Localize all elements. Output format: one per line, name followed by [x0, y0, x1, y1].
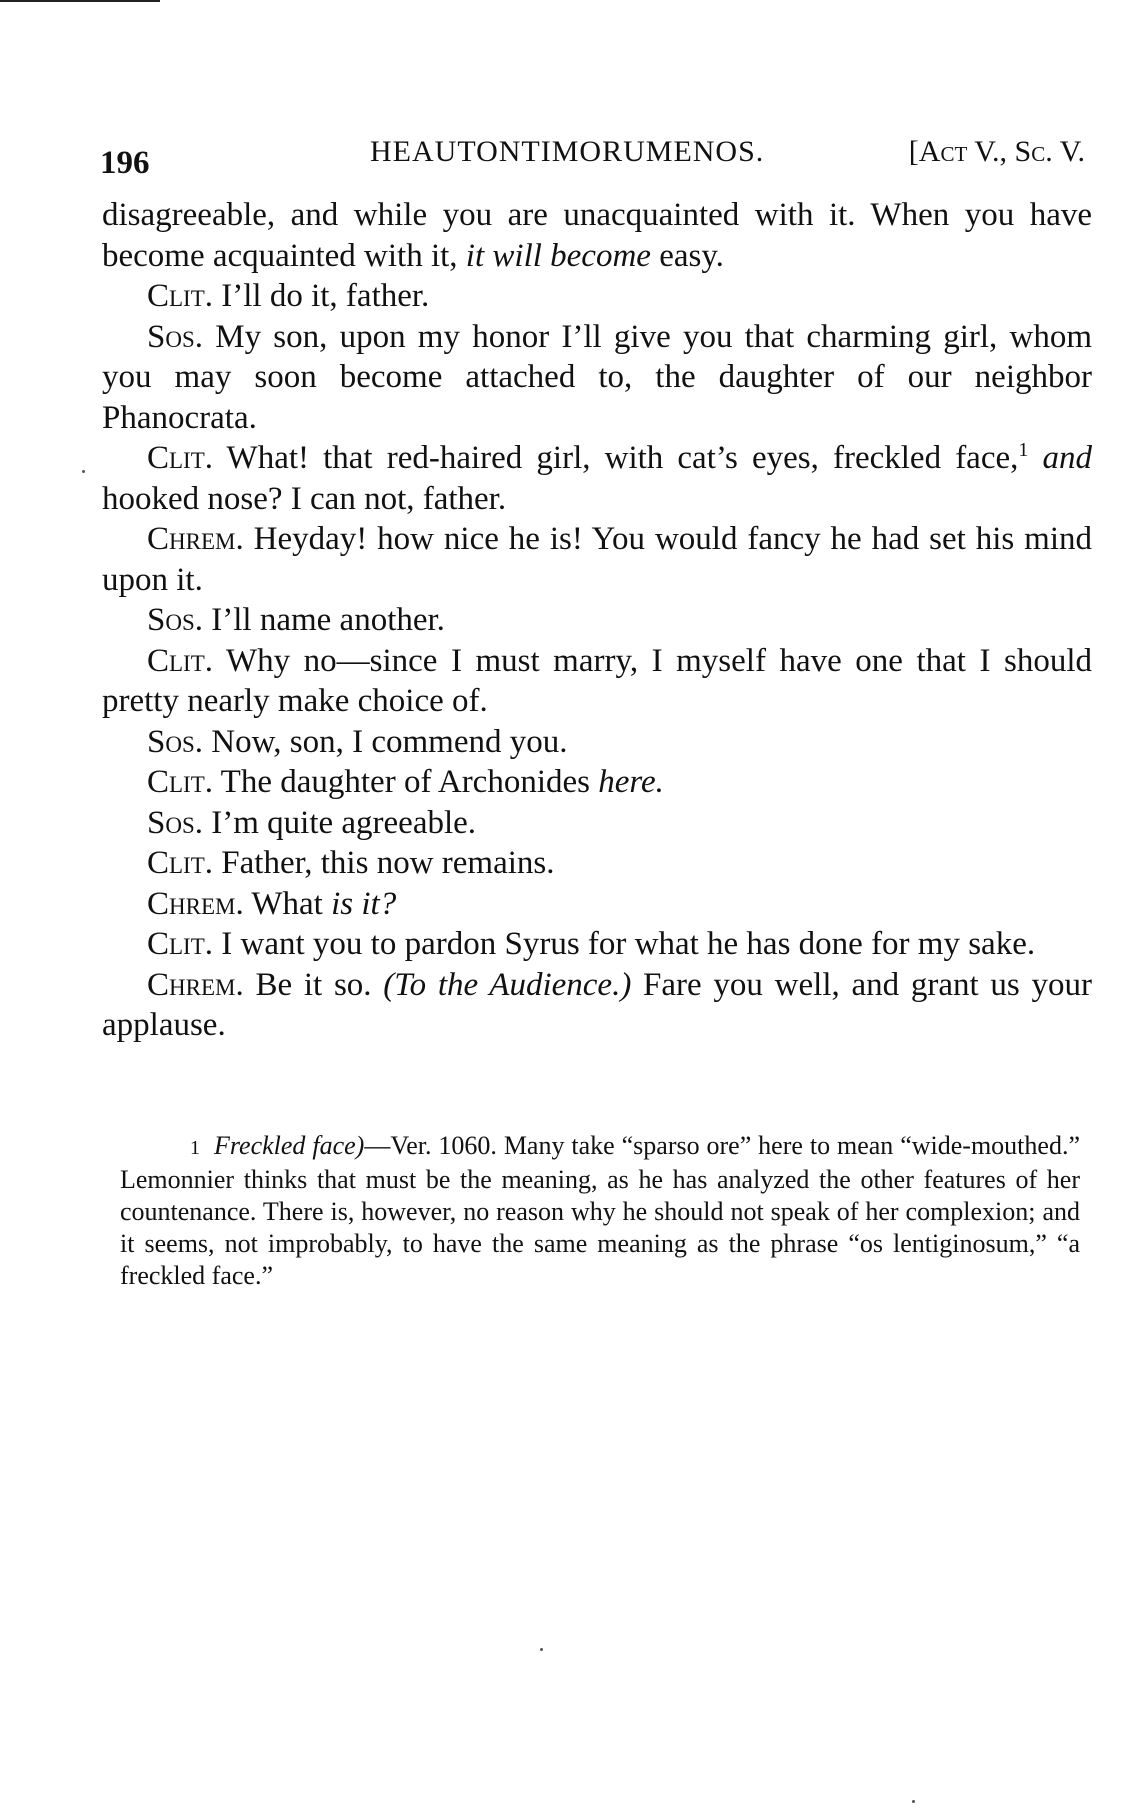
dialogue-line: Clit. What! that red-haired girl, with cat’s eyes, freckled face,$^1$ and hooked nose? I can not, father.: [102, 439, 1092, 517]
speaker-name: Sos.: [147, 804, 204, 841]
speaker-name: Sos.: [147, 723, 204, 760]
dialogue-line: Clit. I want you to pardon Syrus for what he has done for my sake.: [147, 926, 1036, 962]
dialogue-line: Sos. I’ll name another.: [147, 602, 445, 638]
speaker-name: Chrem.: [147, 885, 244, 922]
main-text: [102, 195, 1092, 1046]
speaker-name: Sos.: [147, 318, 204, 355]
speaker-name: Chrem.: [147, 966, 244, 1003]
dialogue-line: Sos. My son, upon my honor I’ll give you that charming girl, whom you may soon become attached to, the daughter of our neighbor Phanocrata.: [102, 318, 1092, 436]
dialogue-line: Sos. I’m quite agreeable.: [147, 804, 477, 841]
dialogue-line: Chrem. What is it?: [147, 885, 397, 922]
page-number: 196: [100, 145, 150, 181]
page-header: [100, 135, 1085, 185]
speaker-name: Clit.: [147, 642, 214, 679]
footnote: [120, 1130, 1080, 1292]
dialogue-line: Chrem. Be it so. (To the Audience.) Fare you well, and grant us your applause.: [102, 966, 1092, 1043]
speaker-name: Sos.: [147, 602, 204, 638]
dialogue-line: Sos. Now, son, I commend you.: [147, 723, 568, 760]
dialogue-line: Chrem. Heyday! how nice he is! You would fancy he had set his mind upon it.: [102, 521, 1092, 598]
footnote-number: 1: [190, 1137, 200, 1159]
dialogue-line: Clit. I’ll do it, father.: [147, 278, 430, 314]
speaker-name: Clit.: [147, 764, 214, 800]
scan-speck: [912, 1800, 915, 1803]
running-title: HEAUTONTIMORUMENOS.: [370, 135, 765, 168]
dialogue-line: Clit. Father, this now remains.: [147, 845, 555, 881]
scan-speck: [540, 1648, 543, 1651]
speaker-name: Clit.: [147, 440, 214, 476]
paragraph-continuation: disagreeable, and while you are unacquainted with it. When you have become acquainted with it, it will become easy.: [102, 197, 1092, 274]
speaker-name: Clit.: [147, 926, 214, 962]
scan-edge-line: [0, 0, 160, 2]
section-reference: [Act V., Sc. V.: [908, 135, 1085, 168]
footnote-text: —Ver. 1060. Many take “sparso ore” here to mean “wide-mouthed.” Lemonnier thinks that must be the meaning, as he has analyzed the other features of her countenance. There is, however, no reason why he should not speak of her complexion; and it seems, not improbably, to have the same meaning as the phrase “os lentiginosum,” “a freckled face.”: [120, 1131, 1080, 1290]
speaker-name: Clit.: [147, 278, 214, 314]
dialogue-line: Clit. The daughter of Archonides here.: [147, 764, 664, 800]
footnote-lemma: Freckled face): [214, 1131, 365, 1160]
scan-speck: [82, 470, 85, 473]
speaker-name: Chrem.: [147, 521, 244, 557]
footnote-marker: 1: [1018, 439, 1029, 461]
dialogue-line: Clit. Why no—since I must marry, I myself have one that I should pretty nearly make choice of.: [102, 642, 1092, 719]
speaker-name: Clit.: [147, 845, 214, 881]
